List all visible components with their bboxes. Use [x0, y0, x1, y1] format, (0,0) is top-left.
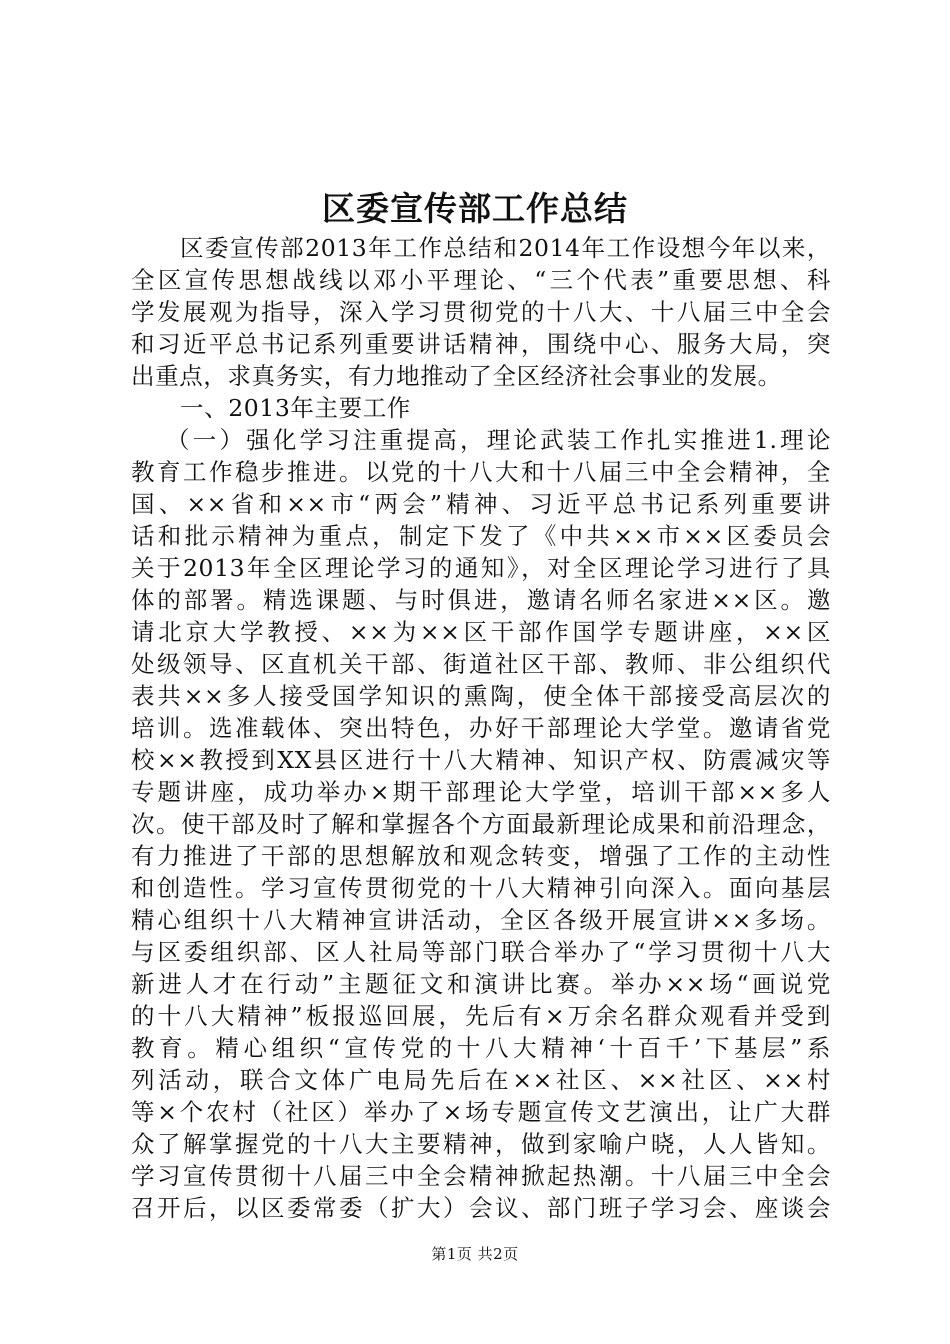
text-line: 众了解掌握党的十八大主要精神，做到家喻户晓，人人皆知。 [131, 1130, 831, 1158]
text-line: 和创造性。学习宣传贯彻党的十八大精神引向深入。面向基层 [131, 874, 831, 902]
text-line: 学发展观为指导，深入学习贯彻党的十八大、十八届三中全会 [131, 298, 831, 326]
text-line: 区委宣传部2013年工作总结和2014年工作设想今年以来， [180, 234, 831, 262]
text-line: 召开后，以区委常委（扩大）会议、部门班子学习会、座谈会 [131, 1194, 831, 1222]
section-heading: 一、2013年主要工作 [180, 394, 411, 422]
text-line: 国、××省和××市“两会”精神、习近平总书记系列重要讲 [131, 490, 831, 518]
text-line: 关于2013年全区理论学习的通知》，对全区理论学习进行了具 [131, 554, 831, 582]
text-line: 请北京大学教授、××为××区干部作国学专题讲座，××区 [131, 618, 831, 646]
text-line: 校××教授到XX县区进行十八大精神、知识产权、防震减灾等 [131, 746, 831, 774]
document-body [131, 232, 831, 1224]
text-line: 表共××多人接受国学知识的熏陶，使全体干部接受高层次的 [131, 682, 831, 710]
text-line: 出重点，求真务实，有力地推动了全区经济社会事业的发展。 [131, 362, 782, 390]
text-line: 等×个农村（社区）举办了×场专题宣传文艺演出，让广大群 [131, 1098, 831, 1126]
text-line: 和习近平总书记系列重要讲话精神，围绕中心、服务大局，突 [131, 330, 831, 358]
text-line: 的十八大精神”板报巡回展，先后有×万余名群众观看并受到 [131, 1002, 831, 1030]
text-line: 有力推进了干部的思想解放和观念转变，增强了工作的主动性 [131, 842, 831, 870]
text-line: 处级领导、区直机关干部、街道社区干部、教师、非公组织代 [131, 650, 831, 678]
document-title: 区委宣传部工作总结 [322, 189, 628, 228]
text-line: 体的部署。精选课题、与时俱进，邀请名师名家进××区。邀 [131, 586, 831, 614]
text-line: 与区委组织部、区人社局等部门联合举办了“学习贯彻十八大 [131, 938, 831, 966]
text-line: 教育工作稳步推进。以党的十八大和十八届三中全会精神，全 [131, 458, 831, 486]
text-line: 培训。选准载体、突出特色，办好干部理论大学堂。邀请省党 [131, 714, 831, 742]
subsection-heading-line: （一）强化学习注重提高，理论武装工作扎实推进1.理论 [166, 426, 831, 454]
text-line: 全区宣传思想战线以邓小平理论、“三个代表”重要思想、科 [131, 266, 831, 294]
page-number-footer: 第1页 共2页 [431, 1245, 519, 1263]
text-line: 教育。精心组织“宣传党的十八大精神‘十百千’下基层”系 [131, 1034, 831, 1062]
text-line: 新进人才在行动”主题征文和演讲比赛。举办××场“画说党 [131, 970, 831, 998]
text-line: 话和批示精神为重点，制定下发了《中共××市××区委员会 [131, 522, 831, 550]
text-line: 专题讲座，成功举办×期干部理论大学堂，培训干部××多人 [131, 778, 831, 806]
text-line: 列活动，联合文体广电局先后在××社区、××社区、××村 [131, 1066, 831, 1094]
text-line: 次。使干部及时了解和掌握各个方面最新理论成果和前沿理念， [131, 810, 831, 838]
text-line: 学习宣传贯彻十八届三中全会精神掀起热潮。十八届三中全会 [131, 1162, 831, 1190]
text-line: 精心组织十八大精神宣讲活动，全区各级开展宣讲××多场。 [131, 906, 831, 934]
